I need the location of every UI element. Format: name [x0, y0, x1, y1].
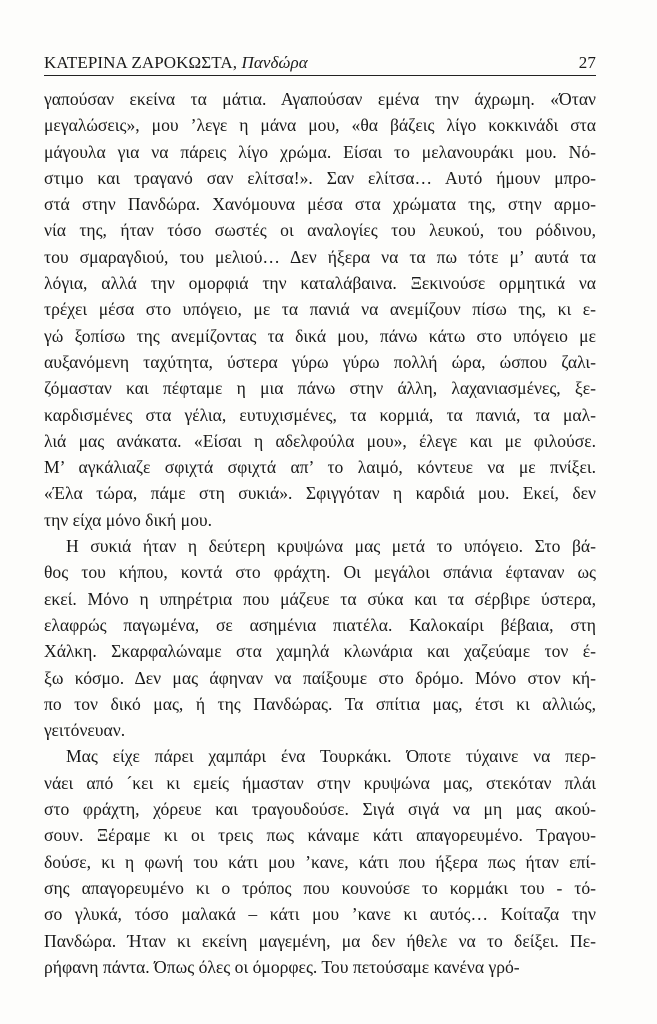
text-line: ζόμασταν και πέφταμε η μια πάνω στην άλλη, λαχανιασμένες, ξε-: [44, 378, 596, 399]
text-line: Πανδώρα. Ήταν κι εκείνη μαγεμένη, μα δεν ήθελε να το δείξει. Πε-: [44, 930, 596, 951]
text-line: την είχα μόνο δική μου.: [44, 509, 212, 530]
text-line: λιά μας ανάκατα. «Είσαι η αδελφούλα μου», έλεγε και με φιλούσε.: [44, 430, 596, 451]
text-line: Η συκιά ήταν η δεύτερη κρυψώνα μας μετά το υπόγειο. Στο βά-: [66, 536, 596, 557]
text-line: λόγια, αλλά την ομορφιά την καταλάβαινα. Ξεκινούσε ορμητικά να: [44, 273, 596, 294]
text-line: εκεί. Μόνο η υπηρέτρια που μάζευε τα σύκα και τα σέρβιρε ύστερα,: [44, 588, 596, 609]
text-line: γειτόνευαν.: [44, 720, 126, 741]
text-line: σουν. Ξέραμε κι οι τρεις πως κάναμε κάτι απαγορευμένο. Τραγου-: [44, 825, 596, 846]
text-line: στο φράχτη, χόρευε και τραγουδούσε. Σιγά σιγά να μη μας ακού-: [44, 799, 596, 820]
author-name: ΚΑΤΕΡΙΝΑ ΖΑΡΟΚΩΣΤΑ,: [44, 53, 238, 72]
text-line: Μας είχε πάρει χαμπάρι ένα Τουρκάκι. Όποτε τύχαινε να περ-: [66, 746, 596, 767]
header-rule: [44, 75, 596, 76]
text-line: ελαφρώς παγωμένα, σε ασημένια πιατέλα. Καλοκαίρι βέβαια, στη: [44, 614, 596, 635]
text-line: τρέχει μέσα στο υπόγειο, με τα πανιά να ανεμίζουν πίσω της, κι ε-: [44, 299, 596, 320]
text-line: αυξανόμενη ταχύτητα, ύστερα γύρω γύρω πολλή ώρα, ώσπου ζαλι-: [44, 351, 596, 372]
text-line: καρδισμένες στα γέλια, ευτυχισμένες, τα κορμιά, τα πανιά, τα μαλ-: [44, 404, 596, 425]
text-line: μεγαλώσεις», μου ’λεγε η μάνα μου, «θα βάζεις λίγο κοκκινάδι στα: [44, 115, 596, 136]
text-line: ξω κόσμο. Δεν μας άφηναν να παίξουμε στο δρόμο. Μόνο στον κή-: [44, 667, 596, 688]
text-line: νία της, ήταν τόσο σωστές οι αναλογίες του λευκού, του ρόδινου,: [44, 220, 596, 241]
text-line: σης απαγορευμένο κι ο τρόπος που κουνούσε το κορμάκι του - τό-: [44, 877, 596, 898]
paragraph: [44, 743, 596, 980]
body-text: [44, 86, 596, 980]
text-line: γώ ξοπίσω της ανεμίζοντας τα δικά μου, πάνω κάτω στο υπόγειο με: [44, 325, 596, 346]
text-line: σο γλυκά, τόσο μαλακά – κάτι μου ’κανε κι αυτός… Κοίταζα την: [44, 904, 596, 925]
text-line: νάει από ´κει κι εμείς ήμασταν στην κρυψώνα μας, στεκόταν πλάι: [44, 772, 596, 793]
text-line: πο τον δικό μας, ή της Πανδώρας. Τα σπίτια μας, έτσι κι αλλιώς,: [44, 693, 596, 714]
text-line: Χάλκη. Σκαρφαλώναμε στα χαμηλά κλωνάρια και χαζεύαμε τον έ-: [44, 641, 596, 662]
text-line: «Έλα τώρα, πάμε στη συκιά». Σφιγγόταν η καρδιά μου. Εκεί, δεν: [44, 483, 596, 504]
paragraph: [44, 86, 596, 533]
page-number: 27: [578, 53, 596, 72]
text-line: δούσε, κι η φωνή του κάτι μου ’κανε, κάτι που ήξερα πως ήταν επί-: [44, 851, 596, 872]
paragraph: [44, 533, 596, 743]
text-line: στά στην Πανδώρα. Χανόμουνα μέσα στα χρώματα της, στην αρμο-: [44, 194, 596, 215]
running-head: [44, 52, 596, 76]
text-line: ρήφανη πάντα. Όπως όλες οι όμορφες. Του πετούσαμε κανένα γρό-: [44, 956, 520, 977]
text-line: του σμαραγδιού, του μελιού… Δεν ήξερα να τα πω τότε μ’ αυτά τα: [44, 246, 596, 267]
text-line: μάγουλα για να πάρεις λίγο χρώμα. Είσαι το μελανουράκι μου. Νό-: [44, 141, 596, 162]
text-line: γαπούσαν εκείνα τα μάτια. Αγαπούσαν εμένα την άχρωμη. «Όταν: [44, 89, 596, 109]
running-head-author: [44, 52, 308, 74]
text-line: στιμο και τραγανό σαν ελίτσα!». Σαν ελίτσα… Αυτό ήμουν μπρο-: [44, 167, 596, 188]
book-title: Πανδώρα: [241, 53, 308, 72]
text-line: θος του κήπου, κοντά στο φράχτη. Οι μεγάλοι σπάνια έφταναν ως: [44, 562, 596, 583]
text-line: Μ’ αγκάλιαζε σφιχτά σφιχτά απ’ το λαιμό, κόντευε να με πνίξει.: [44, 457, 596, 478]
